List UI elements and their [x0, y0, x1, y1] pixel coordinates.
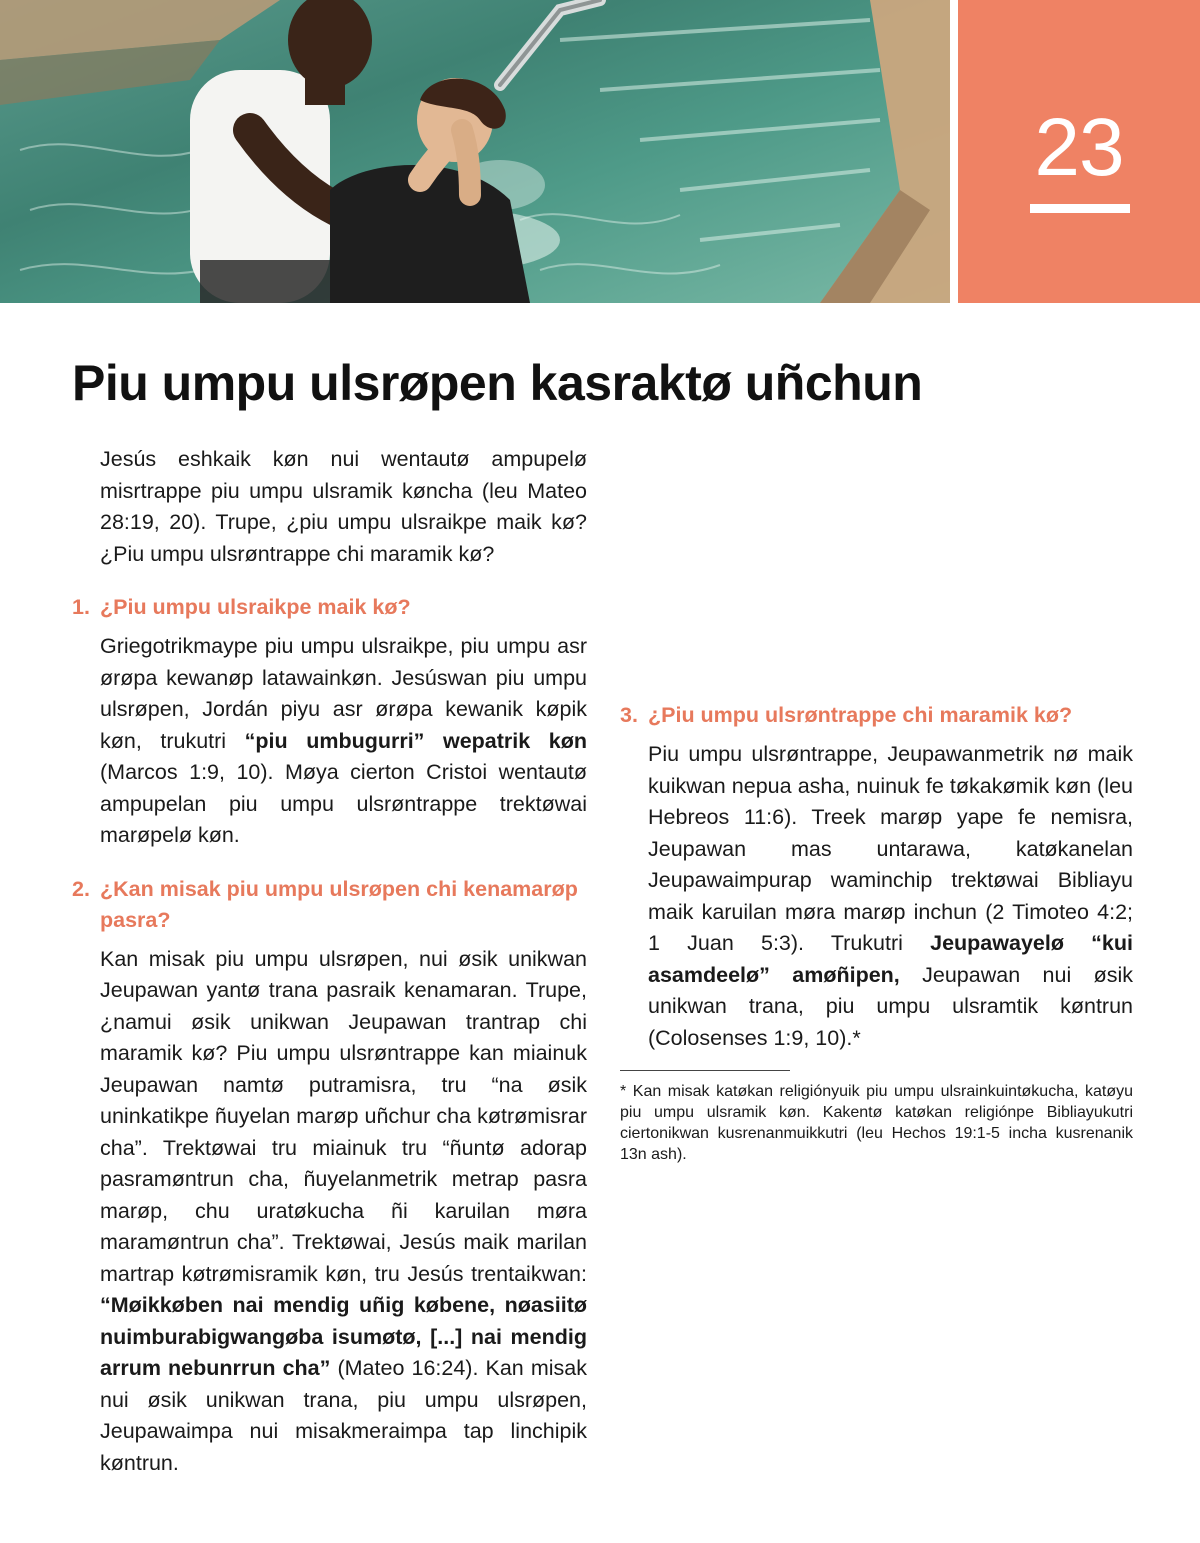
- question-number: 3.: [620, 703, 638, 727]
- answer-text: (Mateo 16:24). Kan misak nui øsik unikwan trana, piu umpu ulsrøpen, Jeupawaimpa nui misakmeraimpa tap linchipik køntrun.: [100, 1356, 587, 1475]
- header-photo: [0, 0, 950, 303]
- answer-text: Kan misak piu umpu ulsrøpen, nui øsik unikwan Jeupawan yantø trana pasraik kenamaran. Trupe, ¿namui øsik unikwan Jeupawan trantrap chi maramik kø? Piu umpu ulsrøntrappe kan miainuk Jeupawan namtø putramisra, tru “na øsik uninkatikpe ñuyelan marøp uñchur cha køtrømisrar cha”. Trektøwai tru miainuk tru “ñuntø adorap pasramøntrun cha, ñuyelanmetrik metrap pasra marøp, chu uratøkucha ñi karuilan møra maramøntrun cha”. Trektøwai, Jesús maik marilan martrap køtrømisramik køn, tru Jesús trentaikwan:: [100, 946, 587, 1286]
- answer-text: Piu umpu ulsrøntrappe, Jeupawanmetrik nø maik kuikwan nepua asha, nuinuk fe tøkakømik køn (leu Hebreos 11:6). Treek marøp yape fe nemisra, Jeupawan mas untarawa, katøkanelan Jeupawaimpurap waminchip trektøwai Bibliayu maik karuilan møra marøp inchun (2 Timoteo 4:2; 1 Juan 5:3). Trukutri: [648, 742, 1133, 955]
- answer-paragraph-1: [72, 631, 587, 852]
- left-column: [72, 444, 587, 1479]
- baptism-photo-illustration: [0, 0, 950, 303]
- footnote: * Kan misak katøkan religiónyuik piu umpu ulsrainkuintøkucha, katøyu piu umpu ulsramik køn. Kakentø katøkan religiónpe Bibliayukutri ciertonikwan kusrenanmuikkutri (leu Hechos 19:1-5 incha kusrenanik 13n ash).: [620, 1083, 1133, 1163]
- question-text: ¿Piu umpu ulsraikpe maik kø?: [100, 595, 411, 619]
- answer-paragraph-3: [620, 739, 1133, 1054]
- intro-paragraph: Jesús eshkaik køn nui wentautø ampupelø misrtrappe piu umpu ulsramik køncha (leu Mateo 28:19, 20). Trupe, ¿piu umpu ulsraikpe maik kø? ¿Piu umpu ulsrøntrappe chi maramik kø?: [100, 447, 587, 566]
- question-number: 1.: [72, 595, 90, 619]
- page-title: Piu umpu ulsrøpen kasraktø uñchun: [72, 355, 923, 411]
- chapter-number: 23: [1034, 102, 1124, 193]
- answer-bold-text: “Møikkøben nai mendig uñig købene, nøasiitø nuimburabigwangøba isumøtø, [...] nai mendig arrum nebunrrun cha”: [100, 1293, 587, 1380]
- question-number: 2.: [72, 876, 90, 901]
- answer-paragraph-2: [72, 944, 587, 1480]
- answer-text: Jeupawan nui øsik unikwan trana, piu umpu ulsramtik køntrun (Colosenses 1:9, 10).*: [648, 962, 1133, 1050]
- answer-text: Griegotrikmaype piu umpu ulsraikpe, piu umpu asr ørøpa kewanøp latawainkøn. Jesúswan piu umpu ulsrøpen, Jordán piyu asr ørøpa kewanik køpik køn, trukutri: [100, 634, 587, 753]
- answer-text: (Marcos 1:9, 10). Møya cierton Cristoi wentautø ampupelan piu umpu ulsrøntrappe trektøwai marøpelø køn.: [100, 760, 587, 847]
- footnote-divider: [620, 1070, 790, 1071]
- right-column-content: [620, 700, 1133, 1165]
- chapter-underline: [1030, 204, 1130, 213]
- question-heading-1: [72, 592, 587, 623]
- question-heading-2: [72, 874, 587, 936]
- question-heading-3: [620, 700, 1133, 731]
- question-text: ¿Kan misak piu umpu ulsrøpen chi kenamarøp pasra?: [100, 876, 578, 932]
- answer-bold-text: Jeupawayelø “kui asamdeelø” amøñipen,: [648, 931, 1133, 987]
- question-text: ¿Piu umpu ulsrøntrappe chi maramik kø?: [648, 703, 1073, 727]
- chapter-badge: [958, 0, 1200, 303]
- answer-bold-text: “piu umbugurri” wepatrik køn: [244, 728, 587, 753]
